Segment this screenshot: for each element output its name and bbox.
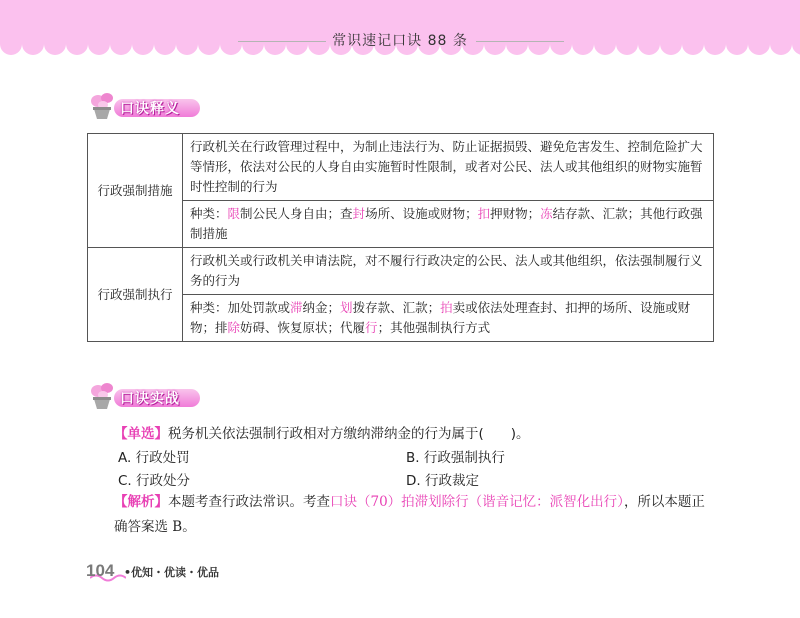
option-b (406, 446, 505, 466)
analysis-tag: 【解析】 (114, 494, 168, 510)
types-text: 种类： (190, 206, 228, 221)
question-type-tag: 【单选】 (114, 426, 168, 442)
types-text: 妨碍、恢复原状；代履 (240, 320, 366, 335)
table-row (88, 248, 714, 295)
mnemonic-char: 冻 (540, 206, 553, 221)
types-text: 押财物； (490, 206, 541, 221)
option-text: 行政裁定 (424, 473, 479, 489)
analysis-conclusion: ，所以本题正确答案选 B。 (114, 494, 705, 535)
option-letter: C. (118, 473, 132, 489)
types-text: 纳金； (302, 300, 341, 315)
option-text: 行政处分 (136, 473, 191, 489)
mnemonic-char: 扣 (477, 206, 491, 221)
heading-text: 口诀释义 (120, 101, 180, 117)
analysis-text: 本题考查行政法常识。考查 (168, 494, 330, 510)
mnemonic-char: 封 (352, 206, 366, 221)
question-stem: 税务机关依法强制行政相对方缴纳滞纳金的行为属于( )。 (168, 426, 530, 442)
definition-cell: 行政机关或行政机关申请法院，对不履行行政决定的公民、法人或其他组织，依法强制履行义务的行为 (183, 248, 714, 295)
heading-text: 口诀实战 (120, 391, 180, 407)
option-text: 行政处罚 (135, 450, 190, 466)
page-number: 104 (86, 561, 115, 580)
types-text: 结存款、汇款；其他行政强制措施 (190, 206, 703, 241)
table-row (88, 134, 714, 201)
explanation-table (87, 133, 714, 342)
analysis-mnemonic: 口诀（70）拍滞划除行（谐音记忆：派智化出行） (330, 494, 624, 510)
option-a (118, 446, 190, 466)
types-text: 场所、设施或财物； (365, 206, 478, 221)
footer-slogan: •优知・优读・优品 (124, 566, 220, 579)
running-header-title: 常识速记口诀 88 条 (332, 33, 468, 49)
mnemonic-char: 行 (365, 320, 378, 335)
types-cell (183, 295, 714, 342)
types-text: 卖或依法处理查封、扣押的场所、设施或财物；排 (190, 300, 691, 335)
mnemonic-char: 拍 (440, 300, 453, 315)
types-text: 种类：加处罚款或 (190, 300, 291, 315)
definition-cell: 行政机关在行政管理过程中，为制止违法行为、防止证据损毁、避免危害发生、控制危险扩大等情形，依法对公民的人身自由实施暂时性限制，或者对公民、法人或其他组织的财物实施暂时性控制的行为 (183, 134, 714, 201)
types-text: 拨存款、汇款； (352, 300, 441, 315)
question-stem-line (114, 422, 530, 442)
types-text: ；其他强制执行方式 (377, 320, 491, 335)
term-cell: 行政强制执行 (88, 248, 183, 342)
option-letter: A. (118, 450, 132, 466)
analysis-paragraph (114, 490, 714, 540)
term-cell: 行政强制措施 (88, 134, 183, 248)
option-d (406, 469, 479, 489)
option-letter: D. (406, 473, 421, 489)
types-cell (183, 201, 714, 248)
mnemonic-char: 除 (227, 320, 241, 335)
mnemonic-char: 划 (340, 300, 353, 315)
option-c (118, 469, 190, 489)
mnemonic-char: 限 (227, 206, 241, 221)
mnemonic-char: 滞 (290, 300, 303, 315)
option-letter: B. (406, 450, 420, 466)
option-text: 行政强制执行 (423, 450, 505, 466)
types-text: 制公民人身自由；查 (240, 206, 353, 221)
